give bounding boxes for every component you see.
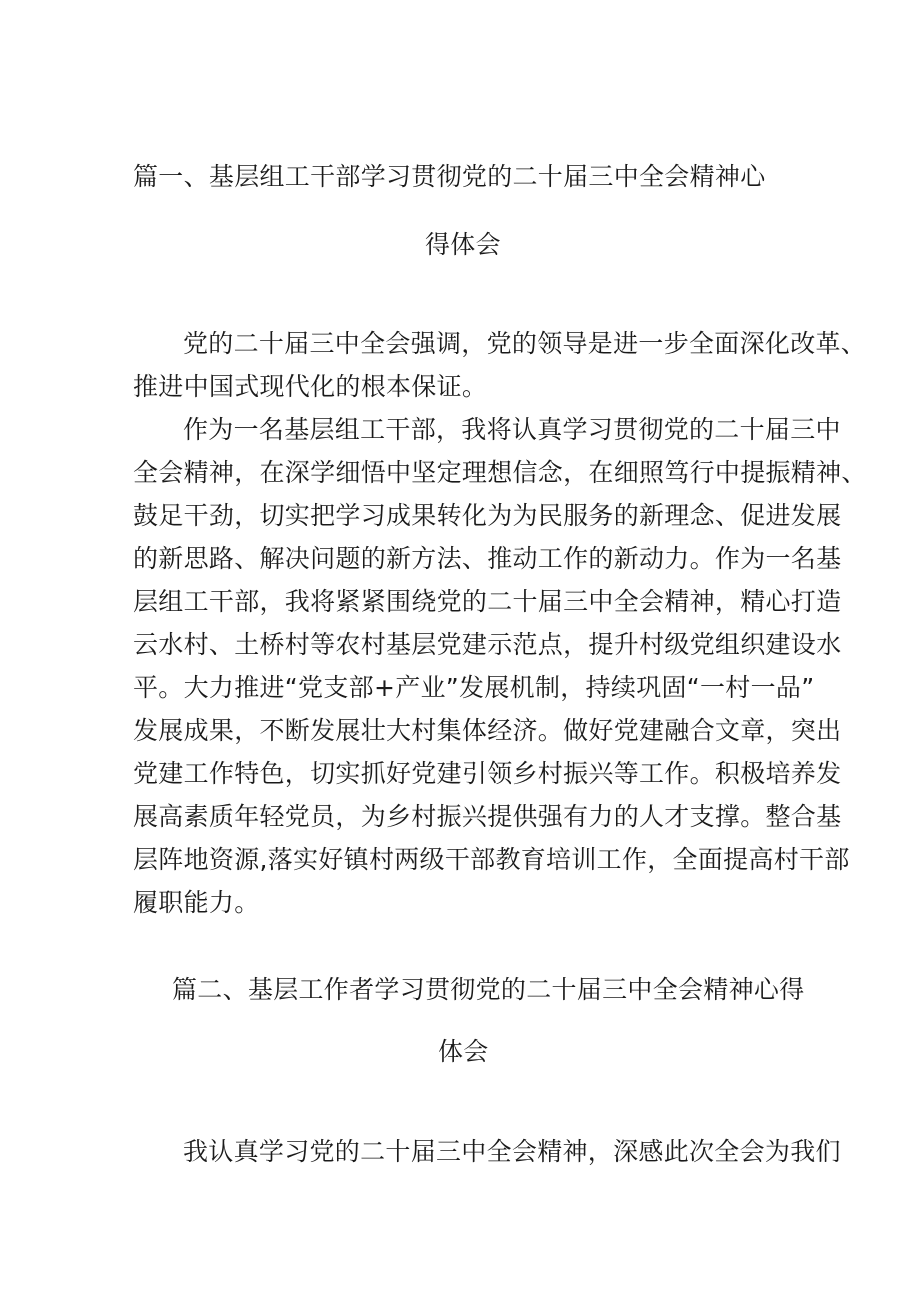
section1-p1-line1: 党的二十届三中全会强调，党的领导是进一步全面深化改革、 <box>183 329 867 358</box>
section2-p1-line1: 我认真学习党的二十届三中全会精神，深感此次全会为我们 <box>183 1137 841 1166</box>
section1-p2-line1: 作为一名基层组工干部，我将认真学习贯彻党的二十届三中 <box>183 415 841 444</box>
section1-p2-line4: 的新思路、解决问题的新方法、推动工作的新动力。作为一名基 <box>133 544 842 573</box>
section1-p2-line12: 履职能力。 <box>133 888 260 917</box>
section1-title-line1: 篇一、基层组工干部学习贯彻党的二十届三中全会精神心 <box>133 162 766 191</box>
section2-title-line2: 体会 <box>438 1037 489 1066</box>
section1-p2-line5: 层组工干部，我将紧紧围绕党的二十届三中全会精神，精心打造 <box>133 587 842 616</box>
section1-p2-line3: 鼓足干劲，切实把学习成果转化为为民服务的新理念、促进发展 <box>133 501 842 530</box>
section1-p2-line9: 党建工作特色，切实抓好党建引领乡村振兴等工作。积极培养发 <box>133 759 842 788</box>
section1-p1-line2: 推进中国式现代化的根本保证。 <box>133 372 488 401</box>
section1-p2-line6: 云水村、土桥村等农村基层党建示范点，提升村级党组织建设水 <box>133 630 842 659</box>
section1-p2-line11: 层阵地资源,落实好镇村两级干部教育培训工作，全面提高村干部 <box>133 845 850 874</box>
section1-p2-line8: 发展成果，不断发展壮大村集体经济。做好党建融合文章，突出 <box>133 716 842 745</box>
section1-p2-line7: 平。大力推进“党支部+产业”发展机制，持续巩固“一村一品” <box>133 673 815 702</box>
section1-p2-line2: 全会精神，在深学细悟中坚定理想信念，在细照笃行中提振精神、 <box>133 458 867 487</box>
section1-p2-line10: 展高素质年轻党员，为乡村振兴提供强有力的人才支撑。整合基 <box>133 802 842 831</box>
section1-title-line2: 得体会 <box>425 230 501 259</box>
section2-title-line1: 篇二、基层工作者学习贯彻党的二十届三中全会精神心得 <box>172 975 805 1004</box>
